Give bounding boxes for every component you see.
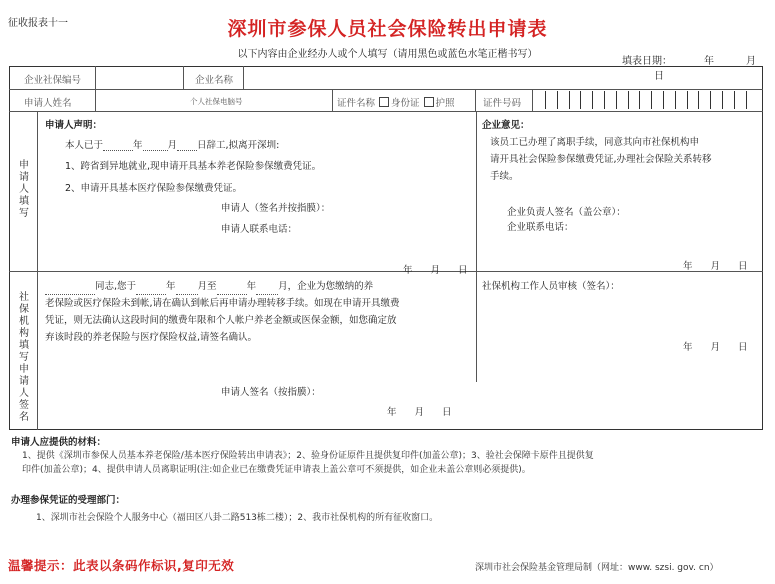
fill-date-month: 月 [746,56,756,67]
resign-text-a: 本人已于 [65,140,104,151]
id-digit-box[interactable] [557,91,568,109]
id-type-label [337,95,455,109]
declaration-item1: 1、跨省到异地就业,现申请开具基本养老保险参保缴费凭证。 [65,161,322,172]
section2-date-year: 年 [387,407,397,418]
id-digit-box[interactable] [710,91,721,109]
resign-month-field[interactable] [143,140,168,151]
company-date-day: 日 [738,261,748,272]
id-digit-box[interactable] [628,91,639,109]
ss-notice-text-a: 同志,您于 [95,281,137,292]
fill-date-year: 年 [704,56,714,67]
section2-date-day: 日 [442,407,452,418]
materials-text [22,449,767,477]
warning-note: 温馨提示：此表以条码作标识,复印无效 [8,558,235,573]
id-digit-box[interactable] [698,91,709,109]
id-digit-box[interactable] [545,91,556,109]
ss-notice-month-field[interactable] [176,284,198,295]
col-divider [95,66,96,111]
passport-checkbox[interactable] [424,97,434,107]
resign-month-label: 月 [167,140,178,151]
ss-review-date [683,339,748,353]
declaration-title: 申请人声明： [45,120,103,131]
ss-review-label: 社保机构工作人员审核（签名）： [482,281,620,292]
id-digit-box[interactable] [569,91,580,109]
id-number-label: 证件号码 [483,98,522,109]
form-code: 征收报表十一 [8,18,68,29]
ss-notice-year-field[interactable] [136,284,166,295]
materials-line1: 1、提供《深圳市参保人员基本养老保险/基本医疗保险转出申请表》；2、验身份证原件且提供复印件(加盖公章)；3、验社会保障卡原件且提供复 [22,451,594,461]
page-title: 深圳市参保人员社会保险转出申请表 [227,18,548,40]
resign-day-label: 日辞工,拟离开深圳: [197,140,280,151]
applicant-signature-label: 申请人（签名并按指膜）： [221,203,331,214]
id-digit-box[interactable] [604,91,615,109]
col-divider [475,89,476,111]
passport-label: 护照 [435,98,455,109]
applicant-name-label: 申请人姓名 [24,98,72,109]
ss-review-date-day: 日 [738,342,748,353]
company-opinion-date [683,258,748,272]
section2-signature-label: 申请人签名（按指膜）： [221,387,321,398]
ss-notice-text-b: 月，企业为您缴纳的养 [278,281,374,292]
company-date-month: 月 [710,261,721,272]
id-digit-box[interactable] [675,91,686,109]
id-digit-box[interactable] [722,91,733,109]
ss-review-date-month: 月 [710,342,721,353]
company-ss-no-label: 企业社保编号 [24,75,82,86]
col-divider [243,66,244,89]
company-name-field[interactable] [246,70,756,86]
fill-date-day: 日 [654,71,664,82]
id-digit-box[interactable] [639,91,650,109]
offices-title: 办理参保凭证的受理部门： [11,495,126,506]
section1-side-label: 申请人填写 [19,160,29,219]
company-opinion-title: 企业意见： [482,120,530,131]
leader-signature-label: 企业负责人签名（盖公章）： [507,207,626,218]
row-divider [9,89,763,90]
section1-date-month: 月 [430,265,441,276]
resign-year-label: 年 [133,140,143,151]
ss-notice-month-label: 月至 [197,281,217,292]
applicant-name-field[interactable] [97,92,183,108]
materials-title: 申请人应提供的材料： [11,437,107,448]
ss-notice-year2-label: 年 [246,281,257,292]
ss-notice-line2: 老保险或医疗保险未到帐,请在确认到帐后再申请办理转移手续。如现在申请开具缴费 [45,298,400,309]
materials-line2: 印件(加盖公章)；4、提供申请人员离职证明(注:如企业已在缴费凭证申请表上盖公章可不须提供，如企业未盖公章则必须提供)。 [22,465,531,475]
footer-issuer: 深圳市社会保险基金管理局制（网址：www. szsi. gov. cn） [475,563,719,573]
col-divider [37,111,38,430]
section2-date-month: 月 [414,407,425,418]
id-digit-box[interactable] [616,91,627,109]
col-divider [183,66,184,89]
section2-date [387,404,452,418]
ss-notice-month2-field[interactable] [256,284,278,295]
id-digit-box[interactable] [746,91,757,109]
col-divider [532,89,533,111]
resign-year-field[interactable] [103,140,133,151]
id-card-label: 身份证 [391,98,420,109]
resign-date-line [65,137,279,151]
company-opinion-line1: 该员工已办理了离职手续，同意其向市社保机构申 [490,137,700,148]
ss-notice-line3: 凭证，则无法确认这段时间的缴费年限和个人帐户养老金额或医保金额，如您确定放 [45,315,397,326]
ss-notice-year-label: 年 [166,281,176,292]
declaration-item2: 2、申请开具基本医疗保险参保缴费凭证。 [65,183,243,194]
id-digit-box[interactable] [580,91,591,109]
offices-line1: 1、深圳市社会保险个人服务中心（福田区八卦二路513栋二楼）；2、我市社保机构的所有征收窗口。 [36,513,439,523]
row-divider [9,271,763,272]
company-ss-no-field[interactable] [97,70,181,86]
applicant-phone-label: 申请人联系电话： [221,224,298,235]
company-date-year: 年 [683,261,693,272]
ss-notice-year2-field[interactable] [217,284,247,295]
section1-date-day: 日 [458,265,468,276]
col-divider [476,111,477,382]
company-opinion-line2: 请开具社会保险参保缴费凭证,办理社会保险关系转移 [490,154,712,165]
company-name-label: 企业名称 [195,75,234,86]
section1-date-year: 年 [403,265,413,276]
id-digit-box[interactable] [651,91,662,109]
id-type-text: 证件名称 [337,98,376,109]
company-opinion-line3: 手续。 [490,171,519,182]
id-digit-box[interactable] [592,91,603,109]
fill-date-label: 填表日期： [622,56,672,67]
id-digit-box[interactable] [687,91,698,109]
id-digit-box[interactable] [734,91,745,109]
form-table [9,66,763,430]
ss-computer-no-label: 个人社保电脑号 [190,97,243,106]
resign-day-field[interactable] [177,140,197,151]
ss-notice-line4: 弃该时段的养老保险与医疗保险权益,请签名确认。 [45,332,258,343]
section2-side-label: 社保机构填写申请人签名 [19,292,29,423]
ss-notice-line1 [45,278,473,295]
company-phone-label: 企业联系电话： [507,222,574,233]
ss-review-date-year: 年 [683,342,693,353]
col-divider [332,89,333,111]
row-divider [9,111,763,112]
subtitle: 以下内容由企业经办人或个人填写（请用黑色或蓝色水笔正楷书写） [237,49,538,60]
company-opinion-text [490,134,760,185]
ss-notice-name-field[interactable] [45,284,95,295]
id-card-checkbox[interactable] [379,97,389,107]
id-digit-box[interactable] [663,91,674,109]
ss-notice-text [45,278,473,346]
section1-date [403,262,468,276]
